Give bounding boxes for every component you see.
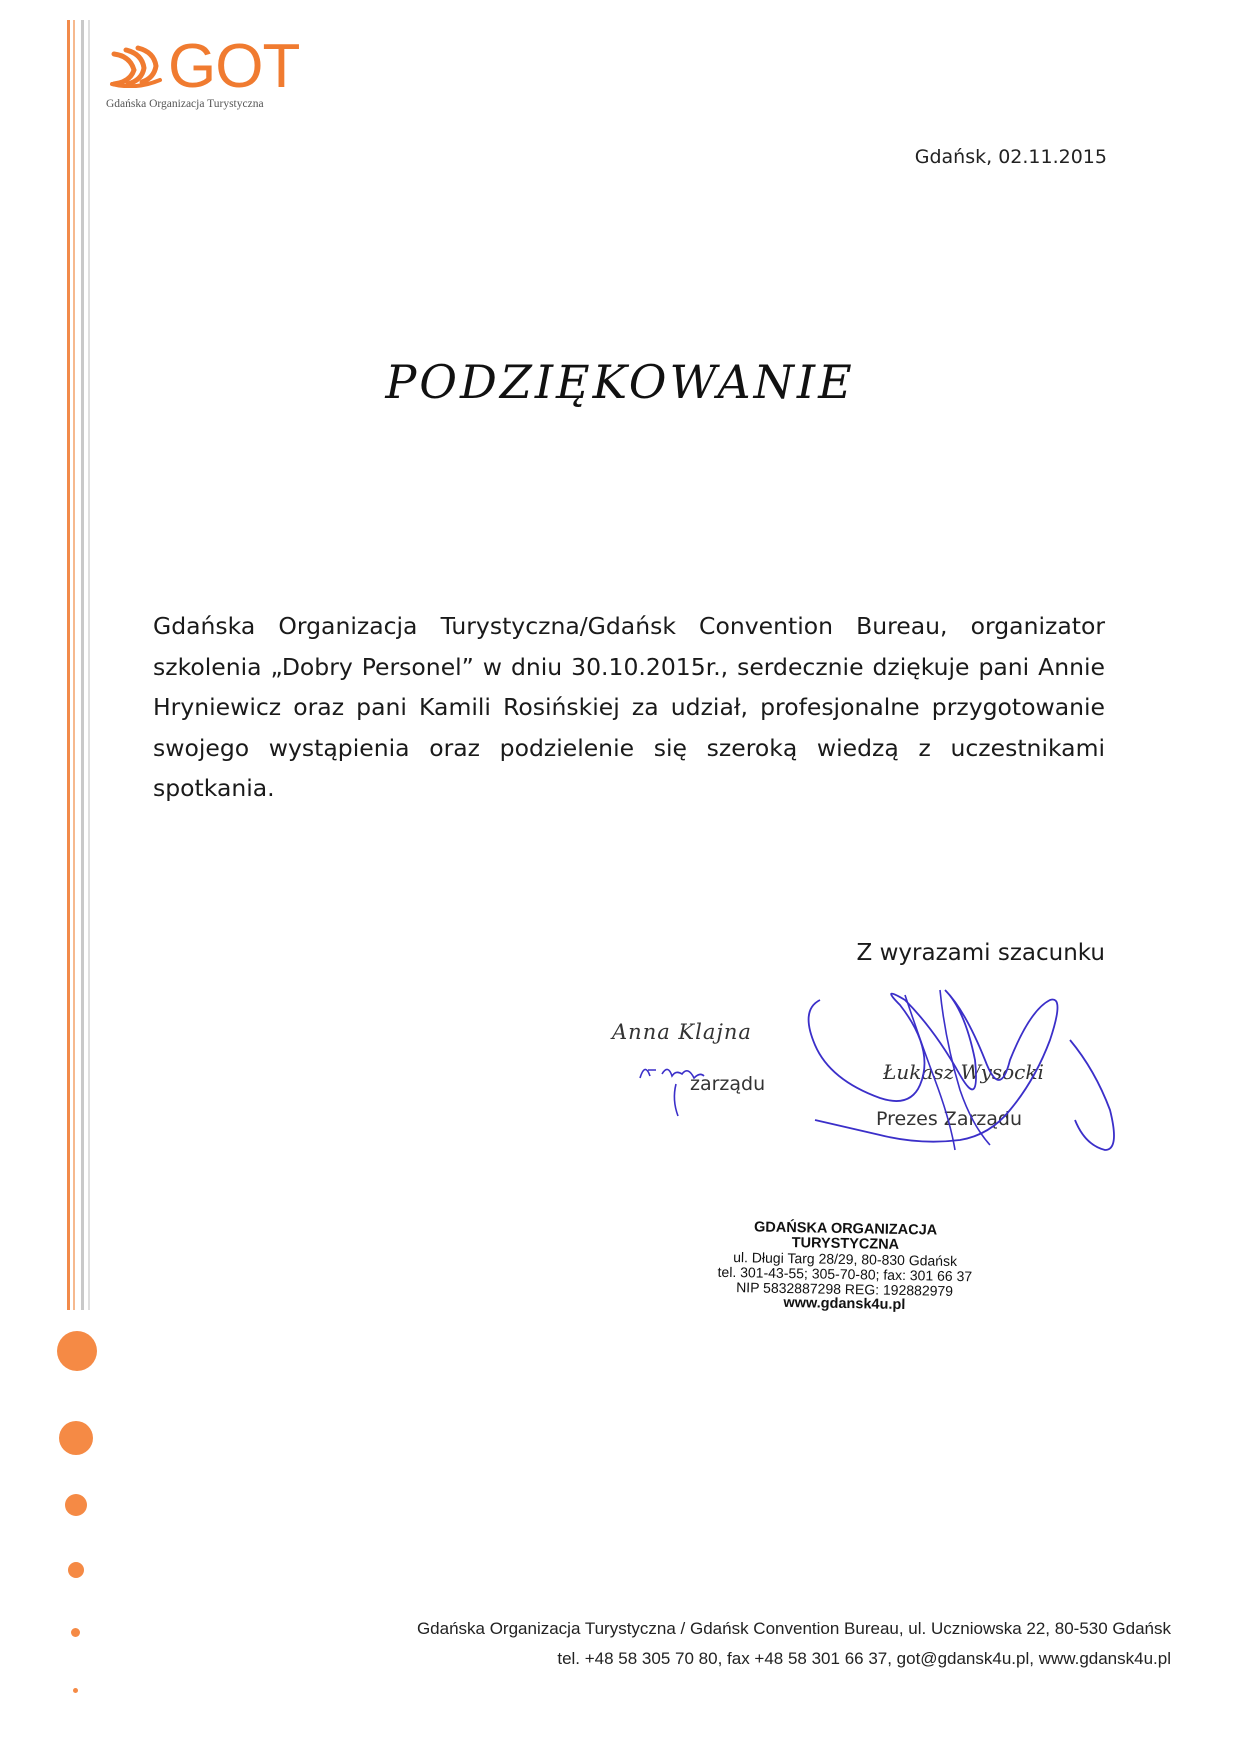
letter-closing: Z wyrazami szacunku (856, 940, 1105, 966)
signatory-name-2: Łukasz Wysocki (883, 1060, 1044, 1084)
stamp-line-2: TURYSTYCZNA (791, 1235, 900, 1253)
decorative-dot-1 (57, 1331, 97, 1371)
footer-address: Gdańska Organizacja Turystyczna / Gdańsk Convention Bureau, ul. Uczniowska 22, 80-530 Gdańsk (416, 1619, 1171, 1638)
signatory-role-2: Prezes Zarządu (876, 1108, 1022, 1130)
letter-title: PODZIĘKOWANIE (385, 355, 855, 409)
company-stamp (679, 1219, 1011, 1315)
signatory-role-1: zarządu (690, 1073, 766, 1095)
decorative-dot-2 (59, 1421, 93, 1455)
decorative-orange-line-light (73, 20, 75, 1310)
decorative-orange-line (67, 20, 70, 1310)
footer-contact: tel. +48 58 305 70 80, fax +48 58 301 66 37, got@gdansk4u.pl, www.gdansk4u.pl (557, 1649, 1171, 1668)
logo-subtitle: Gdańska Organizacja Turystyczna (106, 98, 264, 110)
stamp-line-5: NIP 5832887298 REG: 192882979 (736, 1279, 954, 1299)
letter-body: Gdańska Organizacja Turystyczna/Gdańsk Convention Bureau, organizator szkolenia „Dobry Personel” w dniu 30.10.2015r., serdecznie dziękuje pani Annie Hryniewicz oraz pani Kamili Rosińskiej za udział, profesjonalne przygotowanie swojego wystąpienia oraz podzielenie się szeroką wiedzą z uczestnikami spotkania. (153, 612, 1105, 802)
decorative-dot-4 (68, 1562, 84, 1578)
decorative-dot-6 (73, 1688, 78, 1693)
letter-footer (417, 1614, 1171, 1674)
stamp-line-6: www.gdansk4u.pl (783, 1294, 906, 1314)
got-wave-icon (108, 44, 164, 88)
got-logo (106, 32, 318, 116)
decorative-gray-line (81, 20, 84, 1310)
decorative-dot-5 (71, 1628, 80, 1637)
stamp-line-3: ul. Długi Targ 28/29, 80-830 Gdańsk (733, 1249, 958, 1269)
signatory-name-1: Anna Klajna (612, 1020, 752, 1044)
decorative-gray-line-light (88, 20, 90, 1310)
decorative-dot-3 (65, 1494, 87, 1516)
letter-date: Gdańsk, 02.11.2015 (914, 146, 1107, 168)
stamp-line-4: tel. 301-43-55; 305-70-80; fax: 301 66 37 (717, 1263, 973, 1285)
logo-brand-text: GOT (168, 32, 300, 101)
stamp-line-1: GDAŃSKA ORGANIZACJA (753, 1219, 938, 1239)
